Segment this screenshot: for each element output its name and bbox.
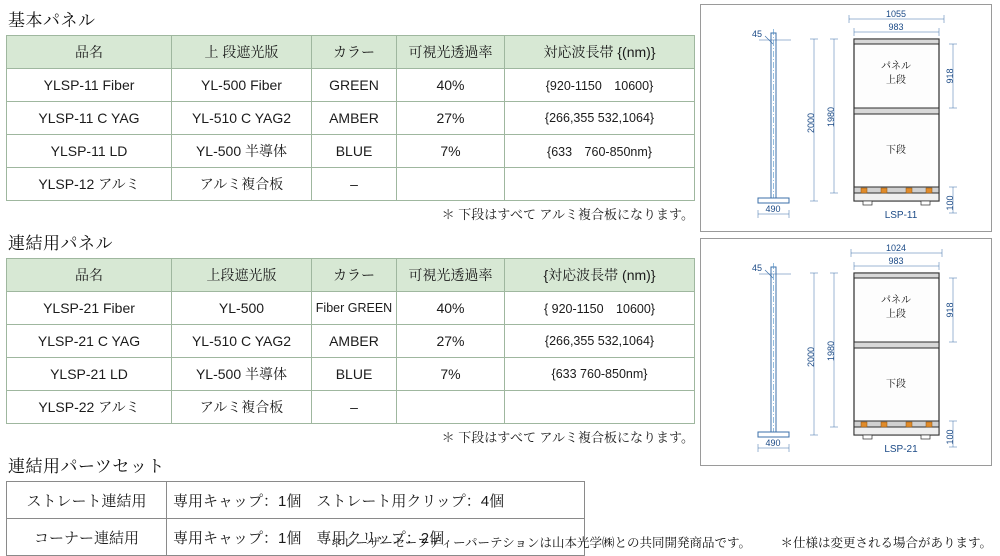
drawing-lsp-11-svg [701,5,993,233]
label-panel-upper-line1-top: パネル [881,61,911,72]
table-cell: YLSP-21 LD [7,358,172,391]
table-cell: {633 760-850nm} [505,135,695,168]
table-header-row [7,36,695,69]
table-row [7,135,695,168]
table-row [7,391,695,424]
table-row [7,168,695,201]
footer-note-1: ＊レーザーセーフティーパーテションは山本光学㈱との共同開発商品です。 [330,536,751,550]
table-cell: 27% [397,102,505,135]
table-cell: Fiber GREEN [312,292,397,325]
drawing-code-top: LSP-11 [884,210,918,221]
dim-base-depth-top: 490 [765,204,781,214]
table-row [7,325,695,358]
table-row [7,102,695,135]
table-cell: YL-510 C YAG2 [172,325,312,358]
table-cell: AMBER [312,102,397,135]
dim-height-panel-bottom: 1980 [826,340,836,362]
table-cell: YLSP-11 LD [7,135,172,168]
table-cell: 7% [397,135,505,168]
table-cell: アルミ複合板 [172,168,312,201]
table-cell: – [312,391,397,424]
table-cell [397,391,505,424]
dim-height-total-top: 2000 [806,112,816,134]
dim-height-panel-top: 1980 [826,106,836,128]
table-row [7,292,695,325]
table-cell: YLSP-12 アルミ [7,168,172,201]
table-cell: YL-500 半導体 [172,358,312,391]
table-cell: YLSP-11 C YAG [7,102,172,135]
table-cell: YLSP-22 アルミ [7,391,172,424]
column-header: 品名 [7,259,172,292]
table-cell: 7% [397,358,505,391]
table-cell: {633 760-850nm} [505,358,695,391]
link-panel-note: ＊ 下段はすべて アルミ複合板になります。 [441,430,694,445]
label-panel-lower-bottom: 下段 [886,379,906,390]
table-cell: {920-1150 10600} [505,69,695,102]
table-cell: 27% [397,325,505,358]
table-row [7,482,585,519]
table-cell: YL-500 半導体 [172,135,312,168]
table-cell: YL-500 Fiber [172,69,312,102]
table-row [7,358,695,391]
dim-width-outer-top: 1055 [885,9,907,19]
dim-post-offset-bottom: 45 [751,263,763,273]
basic-panel-table [6,35,695,201]
dim-height-upper-bottom: 918 [945,302,955,318]
table-cell: {266,355 532,1064} [505,325,695,358]
dim-base-height-top: 100 [945,195,955,211]
parts-set-title: 連結用パーツセット [8,457,165,476]
table-cell [505,168,695,201]
column-header: カラー [312,259,397,292]
basic-panel-title: 基本パネル [8,11,96,30]
label-panel-lower-top: 下段 [886,145,906,156]
column-header: カラー [312,36,397,69]
footer-note-2: ＊仕様は変更される場合があります。 [780,536,992,550]
drawing-lsp-11 [700,4,992,232]
link-panel-table [6,258,695,424]
drawing-code-bottom: LSP-21 [884,444,918,455]
table-cell: ストレート連結用 [7,482,167,519]
table-cell: YLSP-11 Fiber [7,69,172,102]
table-cell: { 920-1150 10600} [505,292,695,325]
table-row [7,69,695,102]
table-header-row [7,259,695,292]
table-cell: 40% [397,69,505,102]
dim-post-offset-top: 45 [751,29,763,39]
basic-panel-note: ＊ 下段はすべて アルミ複合板になります。 [441,207,694,222]
table-cell: GREEN [312,69,397,102]
label-panel-upper-line2-bottom: 上段 [886,309,906,320]
table-cell: YLSP-21 C YAG [7,325,172,358]
table-cell: YLSP-21 Fiber [7,292,172,325]
table-cell: BLUE [312,135,397,168]
table-cell: コーナー連結用 [7,519,167,556]
table-cell: アルミ複合板 [172,391,312,424]
column-header: 品名 [7,36,172,69]
dim-base-depth-bottom: 490 [765,438,781,448]
table-cell: 40% [397,292,505,325]
table-cell: 専用キャップ：1個 専用クリップ：2個 [167,519,585,556]
table-cell: – [312,168,397,201]
table-cell: {266,355 532,1064} [505,102,695,135]
column-header: {対応波長帯 (nm)} [505,259,695,292]
drawing-lsp-21 [700,238,992,466]
dim-height-total-bottom: 2000 [806,346,816,368]
table-cell: 専用キャップ：1個 ストレート用クリップ：4個 [167,482,585,519]
table-cell: YL-500 [172,292,312,325]
column-header: 対応波長帯 {(nm)} [505,36,695,69]
dim-height-upper-top: 918 [945,68,955,84]
column-header: 上段遮光版 [172,259,312,292]
dim-width-inner-top: 983 [888,22,904,32]
column-header: 可視光透過率 [397,36,505,69]
table-cell: BLUE [312,358,397,391]
dim-base-height-bottom: 100 [945,429,955,445]
table-cell: AMBER [312,325,397,358]
drawings-column [700,0,1000,520]
footer-notes [0,533,1000,551]
table-cell [397,168,505,201]
link-panel-title: 連結用パネル [8,234,113,253]
table-cell [505,391,695,424]
column-header: 上 段遮光版 [172,36,312,69]
dim-width-inner-bottom: 983 [888,256,904,266]
drawing-lsp-21-svg [701,239,993,467]
table-cell: YL-510 C YAG2 [172,102,312,135]
column-header: 可視光透過率 [397,259,505,292]
label-panel-upper-line1-bottom: パネル [881,295,911,306]
dim-width-outer-bottom: 1024 [885,243,907,253]
label-panel-upper-line2-top: 上段 [886,75,906,86]
